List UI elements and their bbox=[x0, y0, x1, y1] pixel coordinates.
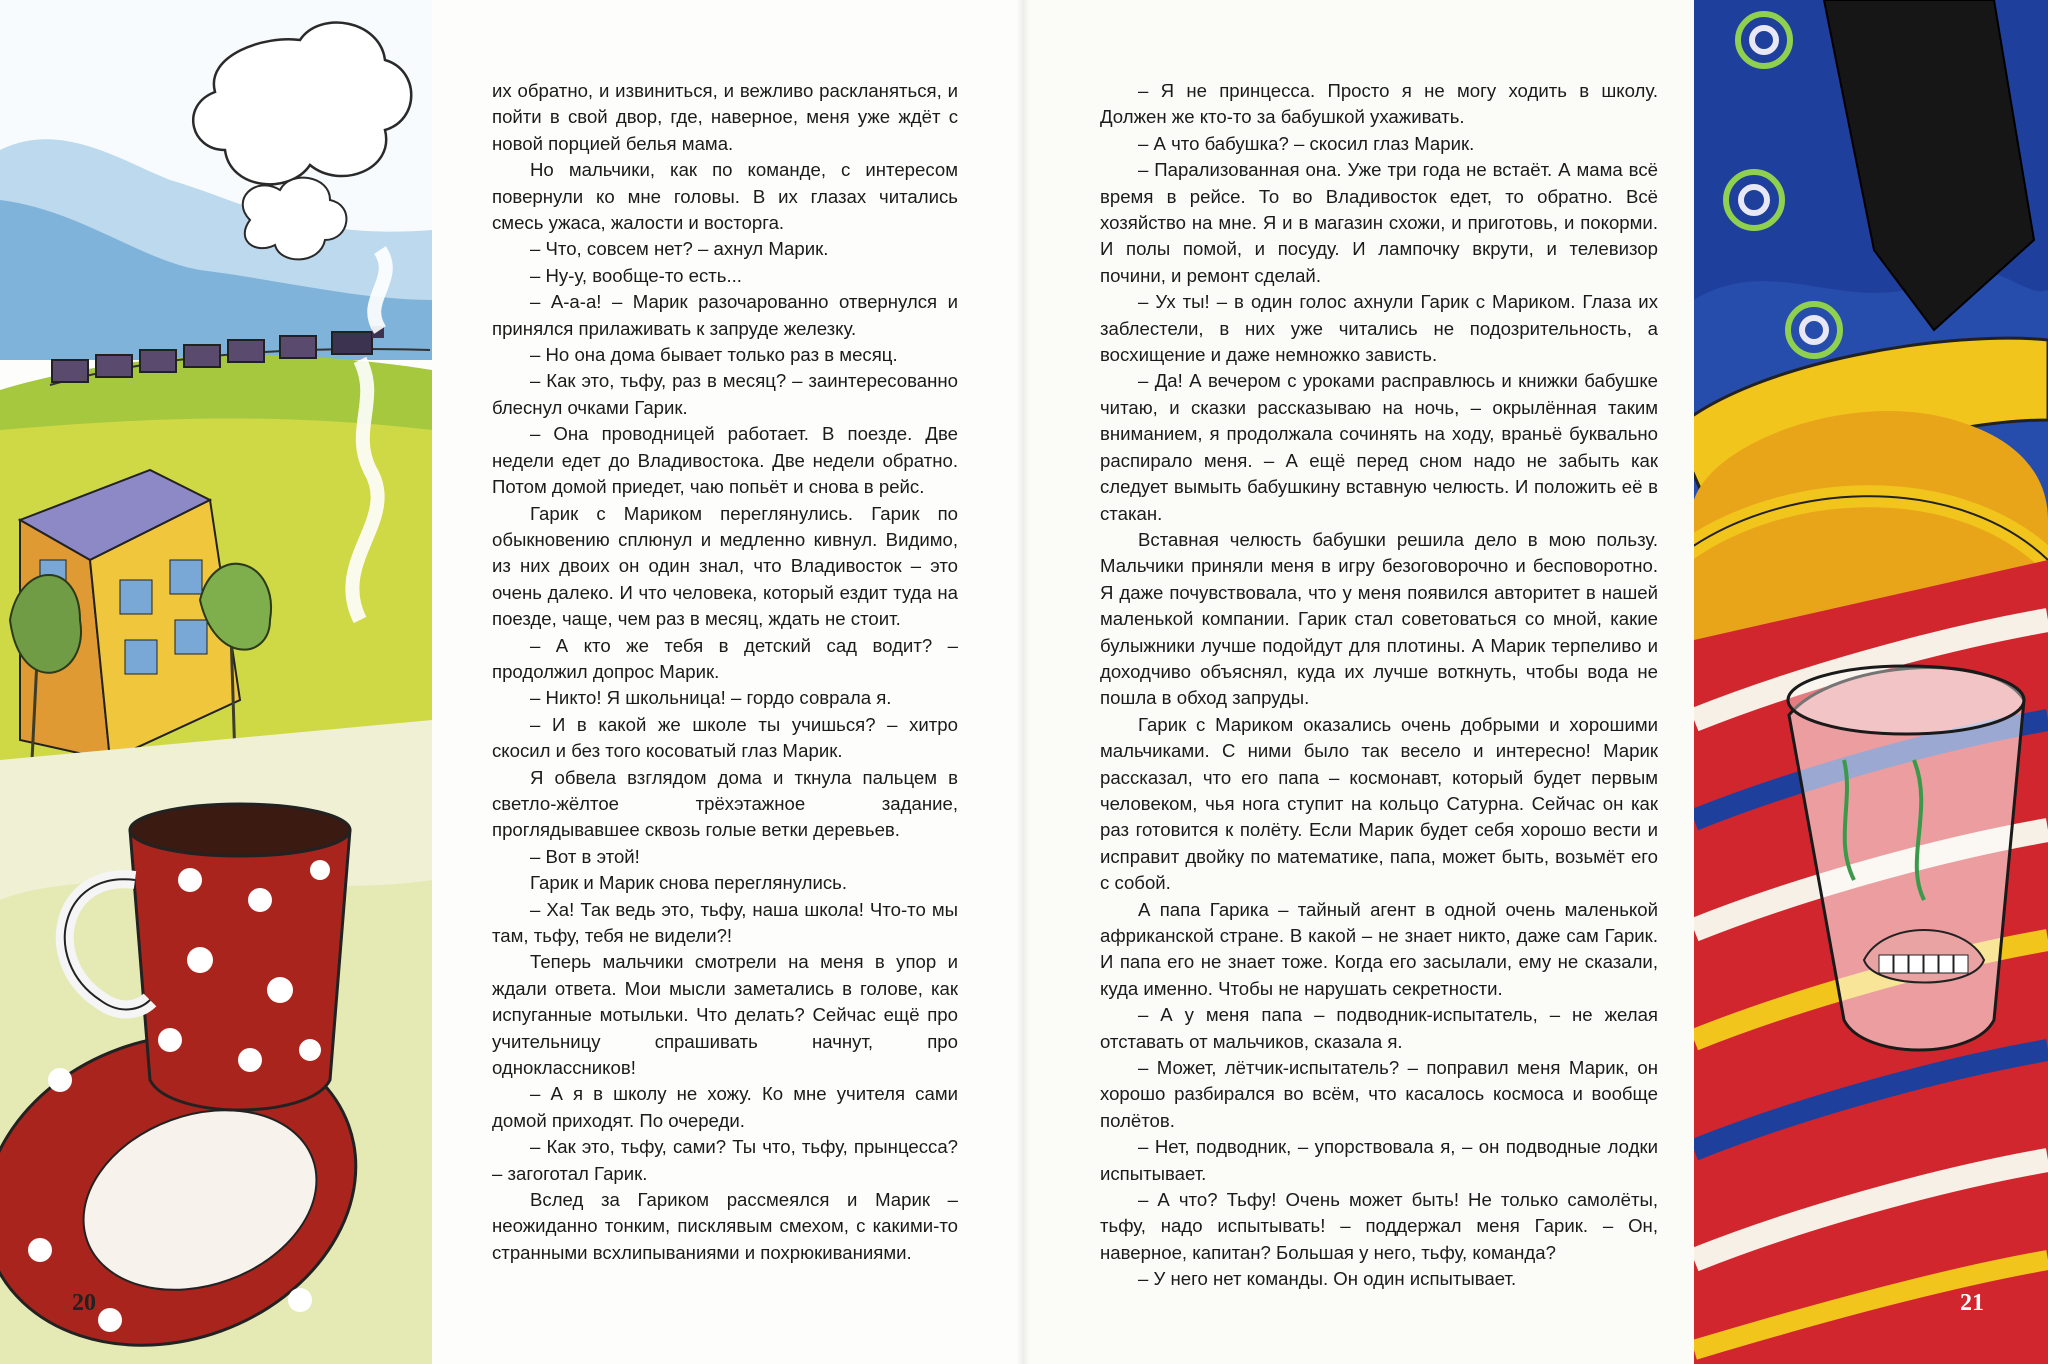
paragraph: – А я в школу не хожу. Ко мне учителя сами домой приходят. По очереди. bbox=[492, 1083, 958, 1131]
paragraph: – Да! А вечером с уроками расправлюсь и книжки бабушке читаю, и сказки рассказываю на ночь, – окрылённая таким вниманием, я продолжала сочинять на ходу, враньё буквально распирало меня. – А ещё перед сном надо не забыть как следует вымыть бабушкину вставную челюсть. И положить её в стакан. bbox=[1100, 370, 1658, 524]
left-illustration bbox=[0, 0, 432, 1364]
paragraph: – Как это, тьфу, раз в месяц? – заинтересованно блеснул очками Гарик. bbox=[492, 370, 958, 418]
right-page-text bbox=[1100, 78, 1658, 1293]
left-illustration-art bbox=[0, 0, 432, 1364]
paragraph: – Что, совсем нет? – ахнул Марик. bbox=[530, 238, 829, 260]
right-illustration bbox=[1694, 0, 2048, 1364]
paragraph: – А у меня папа – подводник-испытатель, – не желая отставать от мальчиков, сказала я. bbox=[1100, 1004, 1658, 1052]
paragraph: их обратно, и извиниться, и вежливо раскланяться, и пойти в свой двор, где, наверное, меня уже ждёт с новой порцией белья мама. bbox=[492, 80, 958, 154]
paragraph: – У него нет команды. Он один испытывает. bbox=[1138, 1268, 1517, 1290]
paragraph: – Парализованная она. Уже три года не встаёт. А мама всё время в рейсе. То во Владивосток едет, то обратно. Всё хозяйство на мне. Я и в магазин схожи, и приготовь, и покорми. И полы помой, и посуду. И лампочку вкрути, и телевизор почини, и ремонт сделай. bbox=[1100, 159, 1658, 286]
left-page-text bbox=[492, 78, 958, 1266]
paragraph: – Ха! Так ведь это, тьфу, наша школа! Что-то мы там, тьфу, тебя не видели?! bbox=[492, 898, 958, 946]
paragraph: Гарик с Мариком переглянулись. Гарик по обыкновению сплюнул и медленно кивнул. Видимо, из них двоих он один знал, что Владивосток – это очень далеко. И что человека, который ездит туда на поезде, чаще, чем раз в месяц, ждать не стоит. bbox=[492, 502, 958, 630]
paragraph: Но мальчики, как по команде, с интересом повернули ко мне головы. В их глазах читались смесь ужаса, жалости и восторга. bbox=[492, 159, 958, 234]
paragraph: – Нет, подводник, – упорствовала я, – он подводные лодки испытывает. bbox=[1100, 1136, 1658, 1184]
paragraph: Я обвела взглядом дома и ткнула пальцем в светло-жёлтое трёхэтажное задание, проглядывавшее сквозь голые ветки деревьев. bbox=[492, 766, 958, 841]
paragraph: – Как это, тьфу, сами? Ты что, тьфу, прынцесса? – загоготал Гарик. bbox=[492, 1136, 958, 1184]
paragraph: А папа Гарика – тайный агент в одной очень маленькой африканской стране. В какой – не знает никто, даже сам Гарик. И папа его не знает тоже. Когда его засылали, ему не сказали, куда именно. Чтобы не нарушать секретности. bbox=[1100, 898, 1658, 999]
paragraph: – Может, лётчик-испытатель? – поправил меня Марик, он хорошо разбирался во всём, что касалось космоса и вообще полётов. bbox=[1100, 1057, 1658, 1131]
paragraph: – Я не принцесса. Просто я не могу ходить в школу. Должен же кто-то за бабушкой ухаживать. bbox=[1100, 80, 1658, 128]
right-page bbox=[1022, 0, 2048, 1364]
paragraph: – Но она дома бывает только раз в месяц. bbox=[530, 344, 898, 366]
paragraph: – Ух ты! – в один голос ахнули Гарик с Мариком. Глаза их заблестели, в них уже читались не подозрительность, а восхищение и даже немножко зависть. bbox=[1100, 291, 1658, 366]
page-number-left: 20 bbox=[72, 1290, 96, 1316]
book-gutter bbox=[1016, 0, 1030, 1364]
paragraph: – А-а-а! – Марик разочарованно отвернулся и принялся прилаживать к запруде железку. bbox=[492, 291, 958, 339]
paragraph: Вставная челюсть бабушки решила дело в мою пользу. Мальчики приняли меня в игру безоговорочно и бесповоротно. Я даже почувствовала, что у меня появился авторитет в нашей маленькой компании. Гарик стал советоваться со мной, какие булыжники лучше подойдут для плотины. А Марик терпеливо и доходчиво объяснял, куда их лучше воткнуть, чтобы вода не пошла в обход запруды. bbox=[1100, 528, 1658, 709]
paragraph: – А кто же тебя в детский сад водит? – продолжил допрос Марик. bbox=[492, 634, 958, 682]
paragraph: Теперь мальчики смотрели на меня в упор и ждали ответа. Мои мысли заметались в голове, как испуганные мотыльки. Что делать? Сейчас ещё про учительницу спрашивать начнут, про одноклассников! bbox=[492, 951, 958, 1079]
paragraph: – А что бабушка? – скосил глаз Марик. bbox=[1138, 132, 1475, 154]
paragraph: – А что? Тьфу! Очень может быть! Не только самолёты, тьфу, надо испытывать! – поддержал меня Гарик. – Он, наверное, капитан? Большая у него, тьфу, команда? bbox=[1100, 1189, 1658, 1263]
paragraph: – Никто! Я школьница! – гордо соврала я. bbox=[530, 687, 892, 709]
paragraph: Вслед за Гариком рассмеялся и Марик – неожиданно тонким, писклявым смехом, с какими-то странными всхлипываниями и похрюкиваниями. bbox=[492, 1189, 958, 1263]
paragraph: – Она проводницей работает. В поезде. Две недели едет до Владивостока. Две недели обратно. Потом домой приедет, чаю попьёт и снова в рейс. bbox=[492, 423, 958, 498]
paragraph: Гарик с Мариком оказались очень добрыми и хорошими мальчиками. С ними было так весело и интересно! Марик рассказал, что его папа – космонавт, который будет первым человеком, чья нога ступит на кольцо Сатурна. Сейчас он как раз готовится к полёту. Если Марик будет себя хорошо вести и исправит двойку по математике, папа, может быть, возьмёт его с собой. bbox=[1100, 713, 1658, 894]
paragraph: – Вот в этой! bbox=[530, 845, 640, 867]
left-page bbox=[0, 0, 1022, 1364]
page-number-right: 21 bbox=[1960, 1290, 1984, 1316]
paragraph: Гарик и Марик снова переглянулись. bbox=[530, 872, 848, 894]
right-illustration-art bbox=[1694, 0, 2048, 1364]
paragraph: – Ну-у, вообще-то есть... bbox=[530, 264, 742, 286]
paragraph: – И в какой же школе ты учишься? – хитро скосил и без того косоватый глаз Марик. bbox=[492, 713, 958, 762]
